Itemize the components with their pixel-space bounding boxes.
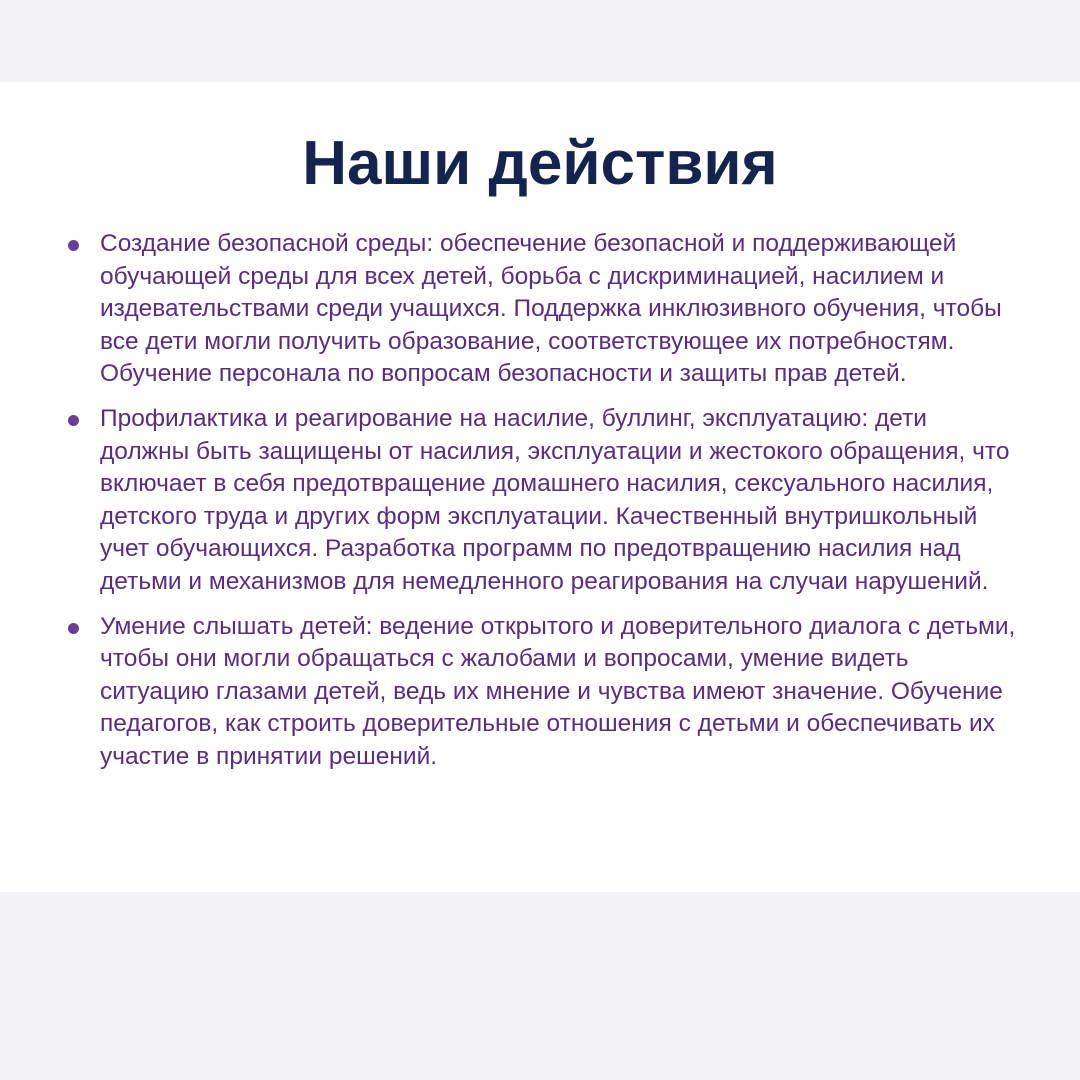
bullet-dot-icon: [68, 415, 79, 426]
bullet-item-listening: [68, 611, 1018, 774]
bullet-text: Профилактика и реагирование на насилие, буллинг, эксплуатацию: дети должны быть защищены от насилия, эксплуатации и жестокого обращения, что включает в себя предотвращение домашнего насилия, сексуального насилия, детского труда и других форм эксплуатации. Качественный внутришкольный учет обучающихся. Разработка программ по предотвращению насилия над детьми и механизмов для немедленного реагирования на случаи нарушений.: [100, 404, 1010, 595]
bullet-item-prevention: [68, 403, 1018, 599]
slide: [0, 82, 1080, 892]
bullet-dot-icon: [68, 623, 79, 634]
bullet-item-safe-environment: [68, 228, 1018, 391]
bullet-text: Умение слышать детей: ведение открытого и доверительного диалога с детьми, чтобы они могли обращаться с жалобами и вопросами, умение видеть ситуацию глазами детей, ведь их мнение и чувства имеют значение. Обучение педагогов, как строить доверительные отношения с детьми и обеспечивать их участие в принятии решений.: [100, 612, 1016, 770]
bullet-list: [68, 228, 1018, 786]
top-margin: [0, 0, 1080, 82]
slide-title: Наши действия: [302, 129, 778, 198]
bullet-dot-icon: [68, 240, 79, 251]
bottom-margin: [0, 892, 1080, 1080]
bullet-text: Создание безопасной среды: обеспечение безопасной и поддерживающей обучающей среды для всех детей, борьба с дискриминацией, насилием и издевательствами среди учащихся. Поддержка инклюзивного обучения, чтобы все дети могли получить образование, соответствующее их потребностям. Обучение персонала по вопросам безопасности и защиты прав детей.: [100, 230, 1002, 388]
